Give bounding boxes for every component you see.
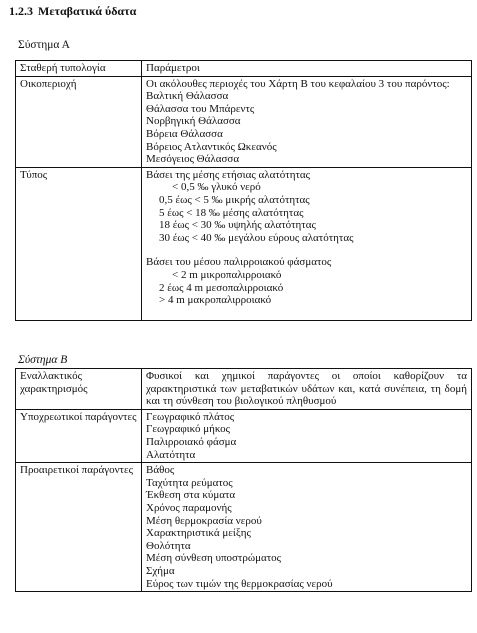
section-title: Μεταβατικά ύδατα <box>38 4 137 18</box>
type-cell <box>142 167 472 320</box>
list-item: Χαρακτηριστικά μείξης <box>146 527 251 540</box>
system-b-caption: Σύστημα Β <box>18 354 68 366</box>
list-item: Μέση σύνθεση υποστρώματος <box>146 552 282 565</box>
list-item: Αλατότητα <box>146 448 196 461</box>
list-item: Θολότητα <box>146 539 191 552</box>
salinity-item: 0,5 έως < 5 ‰ μικρής αλατότητας <box>159 193 310 206</box>
row-label-mandatory: Υποχρεωτικοί παράγοντες <box>16 409 142 462</box>
ecoregion-intro: Οι ακόλουθες περιοχές του Χάρτη Β του κεφαλαίου 3 του παρόντος: <box>146 77 450 90</box>
list-item: Χρόνος παραμονής <box>146 501 232 514</box>
table-row-optional <box>16 463 472 592</box>
optional-cell <box>142 463 472 592</box>
row-label-optional: Προαιρετικοί παράγοντες <box>16 463 142 592</box>
system-a-table <box>15 60 472 321</box>
list-item: Γεωγραφικό μήκος <box>146 423 230 436</box>
list-item: Βάθος <box>146 464 175 477</box>
tidal-item: < 2 m μικροπαλιρροιακό <box>172 268 282 281</box>
list-item: Θάλασσα του Μπάρεντς <box>146 102 255 115</box>
list-item: Βόρειος Ατλαντικός Ωκεανός <box>146 140 277 153</box>
table-row-ecoregion <box>16 76 472 167</box>
list-item: Μεσόγειος Θάλασσα <box>146 153 240 166</box>
header-parameters: Παράμετροι <box>142 61 472 77</box>
section-heading <box>9 4 136 19</box>
list-item: Εύρος των τιμών της θερμοκρασίας νερού <box>146 577 333 590</box>
section-number: 1.2.3 <box>9 4 33 18</box>
row-label-alternative: Εναλλακτικός χαρακτηρισμός <box>16 369 142 410</box>
system-b-table <box>15 368 472 592</box>
list-item: Βόρεια Θάλασσα <box>146 127 223 140</box>
row-label-type: Τύπος <box>16 167 142 320</box>
row-label-ecoregion: Οικοπεριοχή <box>16 76 142 167</box>
list-item: Μέση θερμοκρασία νερού <box>146 514 262 527</box>
table-header-row <box>16 61 472 77</box>
header-fixed-typology: Σταθερή τυπολογία <box>16 61 142 77</box>
system-a-caption: Σύστημα Α <box>18 39 70 51</box>
salinity-item: 30 έως < 40 ‰ μεγάλου εύρους αλατότητας <box>159 231 354 244</box>
list-item: Ταχύτητα ρεύματος <box>146 476 233 489</box>
alternative-text: Φυσικοί και χημικοί παράγοντες οι οποίοι καθορίζουν τα χαρακτηριστικά των μεταβατικών υδάτων και, κατά συνέπεια, τη δομή και τη σύνθεση του βιολογικού πληθυσμού <box>146 370 467 408</box>
table-row-alternative <box>16 369 472 410</box>
ecoregion-cell <box>142 76 472 167</box>
salinity-item: < 0,5 ‰ γλυκό νερό <box>172 181 261 194</box>
tidal-title: Βάσει του μέσου παλιρροιακού φάσματος <box>146 256 332 269</box>
tidal-item: 2 έως 4 m μεσοπαλιρροιακό <box>159 281 284 294</box>
list-item: Παλιρροιακό φάσμα <box>146 435 237 448</box>
table-row-mandatory <box>16 409 472 462</box>
salinity-item: 18 έως < 30 ‰ υψηλής αλατότητας <box>159 219 316 232</box>
list-item: Γεωγραφικό πλάτος <box>146 410 235 423</box>
list-item: Βαλτική Θάλασσα <box>146 90 229 103</box>
table-row-type <box>16 167 472 320</box>
list-item: Έκθεση στα κύματα <box>146 489 236 502</box>
alternative-cell <box>142 369 472 410</box>
tidal-item: > 4 m μακροπαλιρροιακό <box>159 294 272 307</box>
mandatory-cell <box>142 409 472 462</box>
list-item: Σχήμα <box>146 564 175 577</box>
list-item: Νορβηγική Θάλασσα <box>146 115 241 128</box>
salinity-title: Βάσει της μέσης ετήσιας αλατότητας <box>146 168 310 181</box>
salinity-item: 5 έως < 18 ‰ μέσης αλατότητας <box>159 206 304 219</box>
